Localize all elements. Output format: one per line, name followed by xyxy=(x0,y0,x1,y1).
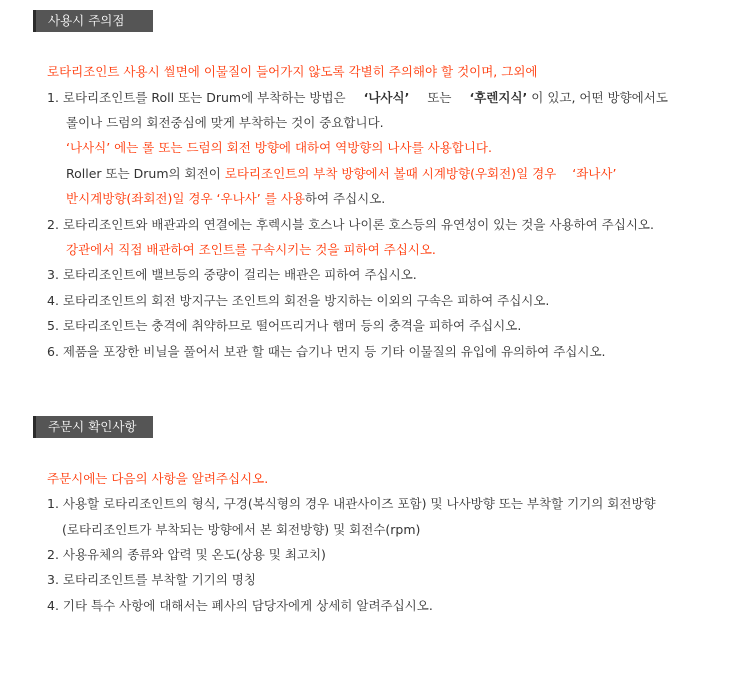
caution-item-1-text-a: 1. 로타리조인트를 Roll 또는 Drum에 부착하는 방법은 xyxy=(47,90,346,105)
section-title-order-check: 주문시 확인사항 xyxy=(33,416,153,438)
caution-item-1-counterclockwise-line xyxy=(66,191,385,207)
caution-item-1-clockwise-note: 로타리조인트의 부착 방향에서 볼때 시계방향(우회전)일 경우 xyxy=(224,166,557,181)
caution-item-1-left-screw: ‘좌나사’ xyxy=(572,166,617,181)
order-item-4: 4. 기타 특수 사항에 대해서는 폐사의 담당자에게 상세히 알려주십시오. xyxy=(47,598,433,613)
order-intro: 주문시에는 다음의 사항을 알려주십시오. xyxy=(47,471,269,486)
caution-item-1-rotation-line xyxy=(66,166,616,182)
order-item-2: 2. 사용유체의 종류와 압력 및 온도(상용 및 최고치) xyxy=(47,547,326,562)
caution-item-1-counterclockwise-note: 반시계방향(좌회전)일 경우 ‘우나사’ 를 사용 xyxy=(66,191,305,206)
section-title-caution: 사용시 주의점 xyxy=(33,10,153,32)
caution-item-6: 6. 제품을 포장한 비닐을 풀어서 보관 할 때는 습기나 먼지 등 기타 이물질의 유입에 유의하여 주십시오. xyxy=(47,344,606,359)
caution-item-1-or: 또는 xyxy=(427,90,452,105)
caution-item-1-text-b: 이 있고, 어떤 방향에서도 xyxy=(531,90,668,105)
caution-item-5: 5. 로타리조인트는 충격에 취약하므로 떨어뜨리거나 햄머 등의 충격을 피하여 주십시오. xyxy=(47,318,522,333)
caution-item-1-rotation-text: Roller 또는 Drum의 회전이 xyxy=(66,166,221,181)
caution-item-1-flange-type: ‘후렌지식’ xyxy=(469,90,528,105)
caution-item-3: 3. 로타리조인트에 밸브등의 중량이 걸리는 배관은 피하여 주십시오. xyxy=(47,267,417,282)
order-item-1: 1. 사용할 로타리조인트의 형식, 구경(복식형의 경우 내관사이즈 포함) 및 나사방향 또는 부착할 기기의 회전방향 xyxy=(47,496,656,511)
caution-intro: 로타리조인트 사용시 씰면에 이물질이 들어가지 않도록 각별히 주의해야 할 것이며, 그외에 xyxy=(47,64,538,79)
order-item-1-line-2: (로타리조인트가 부착되는 방향에서 본 회전방향) 및 회전수(rpm) xyxy=(62,522,421,537)
order-item-3: 3. 로타리조인트를 부착할 기기의 명칭 xyxy=(47,572,256,587)
caution-item-2: 2. 로타리조인트와 배관과의 연결에는 후렉시블 호스나 나이론 호스등의 유연성이 있는 것을 사용하여 주십시오. xyxy=(47,217,654,232)
caution-item-1-screw-note: ‘나사식’ 에는 롤 또는 드럼의 회전 방향에 대하여 역방향의 나사를 사용합니다. xyxy=(66,140,492,155)
caution-item-1 xyxy=(47,90,668,106)
caution-item-1-line-2: 롤이나 드럼의 회전중심에 맞게 부착하는 것이 중요합니다. xyxy=(66,115,384,130)
caution-item-1-closing-text: 하여 주십시오. xyxy=(304,191,386,206)
caution-item-1-screw-type: ‘나사식’ xyxy=(363,90,410,105)
caution-item-2-note: 강관에서 직접 배관하여 조인트를 구속시키는 것을 피하여 주십시오. xyxy=(66,242,436,257)
caution-item-4: 4. 로타리조인트의 회전 방지구는 조인트의 회전을 방지하는 이외의 구속은 피하여 주십시오. xyxy=(47,293,550,308)
